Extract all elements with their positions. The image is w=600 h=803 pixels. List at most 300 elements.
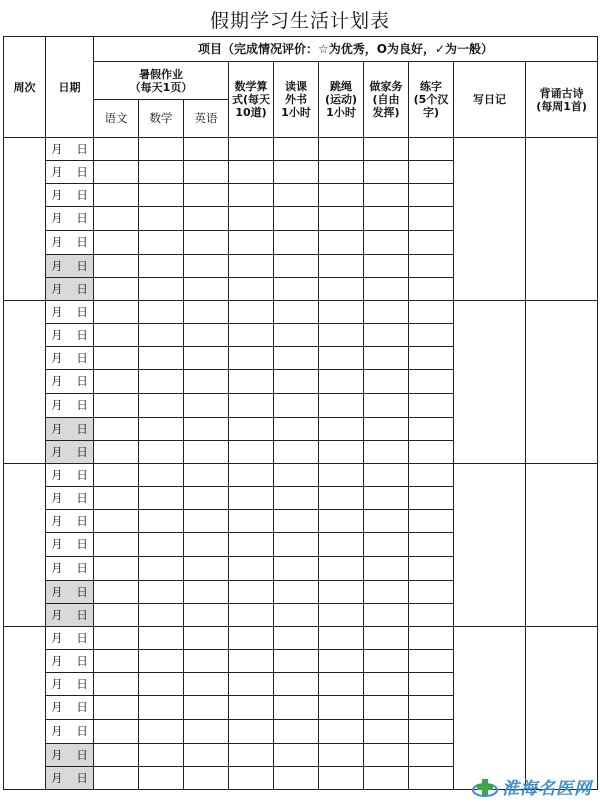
entry-cell[interactable] xyxy=(274,370,319,394)
entry-cell[interactable] xyxy=(184,184,229,207)
date-cell: 月 日 xyxy=(46,394,94,418)
entry-cell[interactable] xyxy=(364,301,409,324)
entry-cell[interactable] xyxy=(94,161,139,184)
entry-cell[interactable] xyxy=(319,207,364,231)
date-cell: 月 日 xyxy=(46,650,94,673)
entry-cell[interactable] xyxy=(94,744,139,767)
entry-cell[interactable] xyxy=(184,347,229,370)
entry-cell[interactable] xyxy=(229,418,274,441)
entry-cell[interactable] xyxy=(139,138,184,161)
entry-cell[interactable] xyxy=(319,673,364,696)
entry-cell[interactable] xyxy=(319,394,364,418)
entry-cell[interactable] xyxy=(229,441,274,464)
entry-cell[interactable] xyxy=(229,370,274,394)
entry-cell[interactable] xyxy=(364,557,409,581)
entry-cell[interactable] xyxy=(94,184,139,207)
entry-cell[interactable] xyxy=(364,255,409,278)
entry-cell[interactable] xyxy=(274,510,319,533)
week-cell[interactable] xyxy=(4,301,46,464)
entry-cell[interactable] xyxy=(139,581,184,604)
entry-cell[interactable] xyxy=(319,231,364,255)
entry-cell[interactable] xyxy=(364,627,409,650)
entry-cell[interactable] xyxy=(409,650,454,673)
entry-cell[interactable] xyxy=(229,161,274,184)
entry-cell[interactable] xyxy=(364,161,409,184)
entry-cell[interactable] xyxy=(409,767,454,790)
entry-cell[interactable] xyxy=(94,370,139,394)
date-cell: 月 日 xyxy=(46,464,94,487)
entry-cell[interactable] xyxy=(409,370,454,394)
entry-cell[interactable] xyxy=(184,278,229,301)
entry-cell[interactable] xyxy=(184,138,229,161)
date-cell: 月 日 xyxy=(46,370,94,394)
day-row xyxy=(4,138,598,161)
entry-cell[interactable] xyxy=(274,184,319,207)
entry-cell[interactable] xyxy=(139,767,184,790)
diary-header: 写日记 xyxy=(454,62,526,138)
entry-cell[interactable] xyxy=(364,581,409,604)
entry-cell[interactable] xyxy=(364,767,409,790)
entry-cell[interactable] xyxy=(274,418,319,441)
date-cell: 月 日 xyxy=(46,138,94,161)
entry-cell[interactable] xyxy=(409,418,454,441)
entry-cell[interactable] xyxy=(184,650,229,673)
entry-cell[interactable] xyxy=(409,557,454,581)
date-cell: 月 日 xyxy=(46,533,94,557)
reading-header-line: 外书 xyxy=(285,93,307,106)
entry-cell[interactable] xyxy=(319,255,364,278)
entry-cell[interactable] xyxy=(319,767,364,790)
entry-cell[interactable] xyxy=(364,231,409,255)
date-cell: 月 日 xyxy=(46,557,94,581)
diary-cell[interactable] xyxy=(454,627,526,790)
entry-cell[interactable] xyxy=(94,207,139,231)
entry-cell[interactable] xyxy=(409,696,454,720)
entry-cell[interactable] xyxy=(274,301,319,324)
entry-cell[interactable] xyxy=(139,418,184,441)
chores-header xyxy=(364,62,409,138)
entry-cell[interactable] xyxy=(274,487,319,510)
entry-cell[interactable] xyxy=(409,464,454,487)
entry-cell[interactable] xyxy=(184,370,229,394)
entry-cell[interactable] xyxy=(274,720,319,744)
entry-cell[interactable] xyxy=(274,161,319,184)
entry-cell[interactable] xyxy=(94,767,139,790)
entry-cell[interactable] xyxy=(229,581,274,604)
poem-header-line: 背诵古诗 xyxy=(539,86,584,100)
entry-cell[interactable] xyxy=(319,301,364,324)
entry-cell[interactable] xyxy=(139,207,184,231)
entry-cell[interactable] xyxy=(364,510,409,533)
entry-cell[interactable] xyxy=(184,720,229,744)
english-header: 英语 xyxy=(184,100,229,138)
week-cell[interactable] xyxy=(4,627,46,790)
date-cell: 月 日 xyxy=(46,184,94,207)
entry-cell[interactable] xyxy=(94,604,139,627)
summer-homework-header xyxy=(94,62,229,100)
entry-cell[interactable] xyxy=(184,255,229,278)
entry-cell[interactable] xyxy=(319,418,364,441)
entry-cell[interactable] xyxy=(184,581,229,604)
entry-cell[interactable] xyxy=(184,161,229,184)
entry-cell[interactable] xyxy=(94,418,139,441)
entry-cell[interactable] xyxy=(409,487,454,510)
entry-cell[interactable] xyxy=(184,627,229,650)
entry-cell[interactable] xyxy=(364,207,409,231)
entry-cell[interactable] xyxy=(139,347,184,370)
entry-cell[interactable] xyxy=(94,673,139,696)
entry-cell[interactable] xyxy=(409,138,454,161)
summer-homework-note: （每天1页） xyxy=(129,80,193,94)
poem-cell[interactable] xyxy=(526,627,598,790)
entry-cell[interactable] xyxy=(139,441,184,464)
entry-cell[interactable] xyxy=(409,720,454,744)
entry-cell[interactable] xyxy=(364,696,409,720)
writing-header-line: (5个汉 xyxy=(413,93,449,106)
entry-cell[interactable] xyxy=(229,604,274,627)
entry-cell[interactable] xyxy=(229,278,274,301)
diary-cell[interactable] xyxy=(454,138,526,301)
entry-cell[interactable] xyxy=(319,744,364,767)
entry-cell[interactable] xyxy=(364,138,409,161)
entry-cell[interactable] xyxy=(319,487,364,510)
entry-cell[interactable] xyxy=(319,184,364,207)
entry-cell[interactable] xyxy=(409,207,454,231)
date-cell: 月 日 xyxy=(46,418,94,441)
entry-cell[interactable] xyxy=(229,720,274,744)
entry-cell[interactable] xyxy=(139,487,184,510)
week-cell[interactable] xyxy=(4,138,46,301)
entry-cell[interactable] xyxy=(94,441,139,464)
entry-cell[interactable] xyxy=(274,557,319,581)
entry-cell[interactable] xyxy=(184,301,229,324)
entry-cell[interactable] xyxy=(409,394,454,418)
entry-cell[interactable] xyxy=(184,441,229,464)
entry-cell[interactable] xyxy=(409,278,454,301)
poem-cell[interactable] xyxy=(526,301,598,464)
entry-cell[interactable] xyxy=(94,324,139,347)
entry-cell[interactable] xyxy=(229,301,274,324)
date-cell: 月 日 xyxy=(46,441,94,464)
date-cell: 月 日 xyxy=(46,324,94,347)
entry-cell[interactable] xyxy=(94,278,139,301)
entry-cell[interactable] xyxy=(139,650,184,673)
reading-header xyxy=(274,62,319,138)
entry-cell[interactable] xyxy=(364,533,409,557)
entry-cell[interactable] xyxy=(274,533,319,557)
entry-cell[interactable] xyxy=(184,604,229,627)
entry-cell[interactable] xyxy=(229,767,274,790)
date-header: 日期 xyxy=(46,37,94,138)
entry-cell[interactable] xyxy=(409,255,454,278)
entry-cell[interactable] xyxy=(184,394,229,418)
entry-cell[interactable] xyxy=(139,673,184,696)
entry-cell[interactable] xyxy=(229,744,274,767)
entry-cell[interactable] xyxy=(274,207,319,231)
entry-cell[interactable] xyxy=(319,464,364,487)
entry-cell[interactable] xyxy=(364,720,409,744)
entry-cell[interactable] xyxy=(229,650,274,673)
date-cell: 月 日 xyxy=(46,207,94,231)
entry-cell[interactable] xyxy=(409,161,454,184)
entry-cell[interactable] xyxy=(139,510,184,533)
entry-cell[interactable] xyxy=(364,324,409,347)
week-header: 周次 xyxy=(4,37,46,138)
math-header-line: 式(每天 xyxy=(231,93,271,106)
entry-cell[interactable] xyxy=(409,441,454,464)
watermark-text: 淮海名医网 xyxy=(502,779,592,799)
date-cell: 月 日 xyxy=(46,161,94,184)
math-header xyxy=(229,62,274,138)
entry-cell[interactable] xyxy=(274,138,319,161)
entry-cell[interactable] xyxy=(364,370,409,394)
entry-cell[interactable] xyxy=(274,650,319,673)
diary-cell[interactable] xyxy=(454,464,526,627)
writing-header xyxy=(409,62,454,138)
poem-header xyxy=(526,62,598,138)
entry-cell[interactable] xyxy=(229,557,274,581)
entry-cell[interactable] xyxy=(94,231,139,255)
entry-cell[interactable] xyxy=(319,138,364,161)
entry-cell[interactable] xyxy=(94,533,139,557)
entry-cell[interactable] xyxy=(184,533,229,557)
entry-cell[interactable] xyxy=(274,231,319,255)
entry-cell[interactable] xyxy=(229,255,274,278)
entry-cell[interactable] xyxy=(139,278,184,301)
entry-cell[interactable] xyxy=(274,673,319,696)
rope-header-line: 跳绳 xyxy=(330,80,352,93)
entry-cell[interactable] xyxy=(229,487,274,510)
entry-cell[interactable] xyxy=(184,696,229,720)
rope-header xyxy=(319,62,364,138)
entry-cell[interactable] xyxy=(94,627,139,650)
entry-cell[interactable] xyxy=(319,533,364,557)
entry-cell[interactable] xyxy=(274,441,319,464)
entry-cell[interactable] xyxy=(94,581,139,604)
entry-cell[interactable] xyxy=(94,510,139,533)
math-header-line: 10道) xyxy=(235,106,267,119)
entry-cell[interactable] xyxy=(184,744,229,767)
date-cell: 月 日 xyxy=(46,627,94,650)
entry-cell[interactable] xyxy=(409,347,454,370)
entry-cell[interactable] xyxy=(139,255,184,278)
entry-cell[interactable] xyxy=(409,301,454,324)
entry-cell[interactable] xyxy=(139,394,184,418)
entry-cell[interactable] xyxy=(94,394,139,418)
diary-cell[interactable] xyxy=(454,301,526,464)
plan-table xyxy=(3,36,598,790)
chores-header-line: 发挥) xyxy=(372,106,400,119)
poem-header-line: (每周1首) xyxy=(536,99,587,113)
chores-header-line: 做家务 xyxy=(369,80,403,93)
entry-cell[interactable] xyxy=(364,464,409,487)
entry-cell[interactable] xyxy=(139,370,184,394)
writing-header-line: 练字 xyxy=(420,80,442,93)
math-header-line: 数学算 xyxy=(234,80,268,93)
entry-cell[interactable] xyxy=(94,557,139,581)
entry-cell[interactable] xyxy=(94,347,139,370)
entry-cell[interactable] xyxy=(94,487,139,510)
entry-cell[interactable] xyxy=(319,650,364,673)
entry-cell[interactable] xyxy=(184,231,229,255)
entry-cell[interactable] xyxy=(94,138,139,161)
entry-cell[interactable] xyxy=(409,627,454,650)
page-title: 假期学习生活计划表 xyxy=(209,10,390,32)
entry-cell[interactable] xyxy=(139,627,184,650)
reading-header-line: 读课 xyxy=(285,80,307,93)
entry-cell[interactable] xyxy=(319,441,364,464)
entry-cell[interactable] xyxy=(229,138,274,161)
entry-cell[interactable] xyxy=(409,533,454,557)
entry-cell[interactable] xyxy=(319,581,364,604)
entry-cell[interactable] xyxy=(229,464,274,487)
entry-cell[interactable] xyxy=(364,347,409,370)
entry-cell[interactable] xyxy=(409,324,454,347)
entry-cell[interactable] xyxy=(94,696,139,720)
entry-cell[interactable] xyxy=(319,161,364,184)
entry-cell[interactable] xyxy=(229,394,274,418)
entry-cell[interactable] xyxy=(139,161,184,184)
entry-cell[interactable] xyxy=(139,231,184,255)
entry-cell[interactable] xyxy=(364,650,409,673)
entry-cell[interactable] xyxy=(364,673,409,696)
rope-header-line: (运动) xyxy=(324,93,358,106)
entry-cell[interactable] xyxy=(184,767,229,790)
entry-cell[interactable] xyxy=(184,324,229,347)
entry-cell[interactable] xyxy=(139,604,184,627)
date-cell: 月 日 xyxy=(46,604,94,627)
entry-cell[interactable] xyxy=(319,324,364,347)
date-cell: 月 日 xyxy=(46,720,94,744)
date-cell: 月 日 xyxy=(46,487,94,510)
entry-cell[interactable] xyxy=(409,231,454,255)
entry-cell[interactable] xyxy=(139,696,184,720)
entry-cell[interactable] xyxy=(274,394,319,418)
entry-cell[interactable] xyxy=(274,278,319,301)
reading-header-line: 1小时 xyxy=(281,106,311,119)
entry-cell[interactable] xyxy=(274,347,319,370)
entry-cell[interactable] xyxy=(364,604,409,627)
entry-cell[interactable] xyxy=(409,604,454,627)
entry-cell[interactable] xyxy=(184,673,229,696)
entry-cell[interactable] xyxy=(94,650,139,673)
entry-cell[interactable] xyxy=(409,581,454,604)
entry-cell[interactable] xyxy=(139,720,184,744)
chores-header-line: (自由 xyxy=(372,93,400,106)
entry-cell[interactable] xyxy=(319,510,364,533)
date-cell: 月 日 xyxy=(46,767,94,790)
entry-cell[interactable] xyxy=(364,487,409,510)
poem-cell[interactable] xyxy=(526,138,598,301)
entry-cell[interactable] xyxy=(409,510,454,533)
entry-cell[interactable] xyxy=(229,627,274,650)
entry-cell[interactable] xyxy=(319,370,364,394)
entry-cell[interactable] xyxy=(319,347,364,370)
entry-cell[interactable] xyxy=(139,533,184,557)
entry-cell[interactable] xyxy=(409,744,454,767)
entry-cell[interactable] xyxy=(139,184,184,207)
entry-cell[interactable] xyxy=(364,441,409,464)
entry-cell[interactable] xyxy=(229,533,274,557)
entry-cell[interactable] xyxy=(229,347,274,370)
entry-cell[interactable] xyxy=(274,744,319,767)
day-row xyxy=(4,301,598,324)
entry-cell[interactable] xyxy=(274,627,319,650)
entry-cell[interactable] xyxy=(364,184,409,207)
entry-cell[interactable] xyxy=(364,418,409,441)
summer-homework-title: 暑假作业 xyxy=(139,67,183,81)
chinese-header: 语文 xyxy=(94,100,139,138)
entry-cell[interactable] xyxy=(94,301,139,324)
entry-cell[interactable] xyxy=(184,418,229,441)
entry-cell[interactable] xyxy=(139,324,184,347)
entry-cell[interactable] xyxy=(229,673,274,696)
entry-cell[interactable] xyxy=(274,696,319,720)
date-cell: 月 日 xyxy=(46,581,94,604)
entry-cell[interactable] xyxy=(94,255,139,278)
day-row xyxy=(4,627,598,650)
date-cell: 月 日 xyxy=(46,744,94,767)
entry-cell[interactable] xyxy=(319,278,364,301)
project-header: 项目（完成情况评价：☆为优秀，O为良好，✓为一般） xyxy=(94,37,598,62)
entry-cell[interactable] xyxy=(364,394,409,418)
entry-cell[interactable] xyxy=(229,510,274,533)
date-cell: 月 日 xyxy=(46,278,94,301)
entry-cell[interactable] xyxy=(94,720,139,744)
entry-cell[interactable] xyxy=(139,301,184,324)
entry-cell[interactable] xyxy=(409,184,454,207)
week-cell[interactable] xyxy=(4,464,46,627)
entry-cell[interactable] xyxy=(319,604,364,627)
entry-cell[interactable] xyxy=(94,464,139,487)
date-cell: 月 日 xyxy=(46,255,94,278)
entry-cell[interactable] xyxy=(319,627,364,650)
entry-cell[interactable] xyxy=(139,557,184,581)
entry-cell[interactable] xyxy=(184,464,229,487)
entry-cell[interactable] xyxy=(319,557,364,581)
poem-cell[interactable] xyxy=(526,464,598,627)
entry-cell[interactable] xyxy=(319,696,364,720)
entry-cell[interactable] xyxy=(229,207,274,231)
watermark xyxy=(470,774,592,799)
entry-cell[interactable] xyxy=(274,464,319,487)
entry-cell[interactable] xyxy=(184,557,229,581)
entry-cell[interactable] xyxy=(229,184,274,207)
date-cell: 月 日 xyxy=(46,301,94,324)
entry-cell[interactable] xyxy=(229,696,274,720)
entry-cell[interactable] xyxy=(184,207,229,231)
entry-cell[interactable] xyxy=(274,767,319,790)
entry-cell[interactable] xyxy=(184,487,229,510)
entry-cell[interactable] xyxy=(139,464,184,487)
entry-cell[interactable] xyxy=(274,255,319,278)
entry-cell[interactable] xyxy=(274,324,319,347)
entry-cell[interactable] xyxy=(409,673,454,696)
writing-header-line: 字) xyxy=(422,106,440,119)
entry-cell[interactable] xyxy=(229,231,274,255)
entry-cell[interactable] xyxy=(319,720,364,744)
entry-cell[interactable] xyxy=(139,744,184,767)
entry-cell[interactable] xyxy=(184,510,229,533)
entry-cell[interactable] xyxy=(364,278,409,301)
date-cell: 月 日 xyxy=(46,347,94,370)
entry-cell[interactable] xyxy=(364,744,409,767)
entry-cell[interactable] xyxy=(274,604,319,627)
entry-cell[interactable] xyxy=(229,324,274,347)
day-row xyxy=(4,464,598,487)
entry-cell[interactable] xyxy=(274,581,319,604)
date-cell: 月 日 xyxy=(46,673,94,696)
